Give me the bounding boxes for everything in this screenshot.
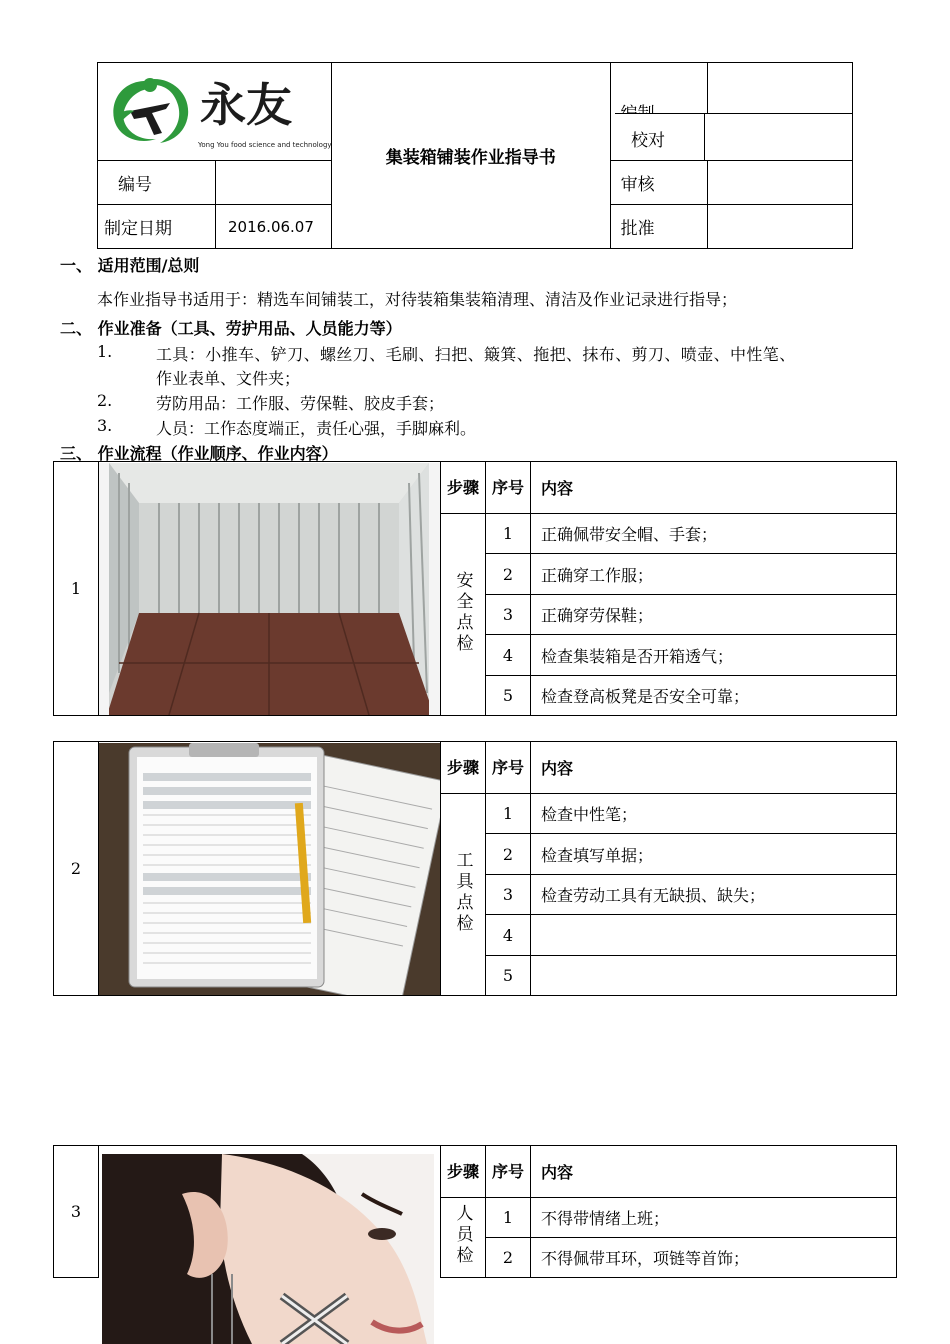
col-content-header: 内容 <box>531 462 897 514</box>
row-content <box>531 956 897 996</box>
row-content: 检查集装箱是否开箱透气； <box>531 635 897 676</box>
row-seq: 1 <box>486 1198 531 1238</box>
logo-text: 永友 <box>200 78 292 132</box>
row-content: 检查填写单据； <box>531 834 897 875</box>
prep-item-text: 劳防用品：工作服、劳保鞋、胶皮手套； <box>156 394 445 413</box>
row-seq: 5 <box>486 676 531 716</box>
section3-heading: 三、 作业流程（作业顺序、作业内容） <box>60 444 338 463</box>
clipboard-forms-image <box>99 743 440 995</box>
row-seq: 4 <box>486 915 531 956</box>
step-category: 工具点检 <box>441 794 486 996</box>
step-number: 1 <box>54 462 99 716</box>
prep-item-num: 1. <box>97 342 113 361</box>
col-content-header: 内容 <box>531 742 897 794</box>
row-seq: 2 <box>486 1238 531 1278</box>
col-step-header: 步骤 <box>441 742 486 794</box>
step-number: 2 <box>54 742 99 996</box>
row-seq: 2 <box>486 554 531 595</box>
row-content: 正确穿工作服； <box>531 554 897 595</box>
step-table-1 <box>53 461 897 716</box>
step-table-2 <box>53 741 897 996</box>
check-row-overlay <box>615 113 852 161</box>
check-label: 校对 <box>631 131 665 151</box>
row-seq: 3 <box>486 595 531 635</box>
col-seq-header: 序号 <box>486 462 531 514</box>
col-step-header: 步骤 <box>441 462 486 514</box>
approve-value <box>708 205 853 249</box>
row-content: 不得带情绪上班； <box>531 1198 897 1238</box>
row-content: 不得佩带耳环，项链等首饰； <box>531 1238 897 1278</box>
review-value <box>708 161 853 205</box>
row-content: 检查登高板凳是否安全可靠； <box>531 676 897 716</box>
container-interior-image <box>99 463 440 715</box>
row-content: 正确佩带安全帽、手套； <box>531 514 897 554</box>
prep-item-text: 人员：工作态度端正，责任心强，手脚麻利。 <box>156 419 477 438</box>
clipboard-photo <box>99 742 441 996</box>
number-value <box>216 161 332 205</box>
date-label: 制定日期 <box>98 205 216 249</box>
prep-item-text-cont: 作业表单、文件夹； <box>156 369 301 388</box>
row-seq: 5 <box>486 956 531 996</box>
col-seq-header: 序号 <box>486 742 531 794</box>
col-step-header: 步骤 <box>441 1146 486 1198</box>
prep-item-num: 3. <box>97 416 113 435</box>
prep-item-text: 工具：小推车、铲刀、螺丝刀、毛刷、扫把、簸箕、拖把、抹布、剪刀、喷壶、中性笔、 <box>156 345 796 364</box>
col-content-header: 内容 <box>531 1146 897 1198</box>
step-category: 人员检 <box>441 1198 486 1278</box>
number-label: 编号 <box>98 161 216 205</box>
review-label: 审核 <box>610 161 708 205</box>
row-seq: 1 <box>486 514 531 554</box>
row-seq: 2 <box>486 834 531 875</box>
earring-woman-image <box>102 1154 434 1344</box>
row-seq: 3 <box>486 875 531 915</box>
company-logo-icon <box>104 71 196 151</box>
section1-text: 本作业指导书适用于：精选车间铺装工，对待装箱集装箱清理、清洁及作业记录进行指导； <box>97 290 738 309</box>
section2-heading: 二、 作业准备（工具、劳护用品、人员能力等） <box>60 319 402 338</box>
col-seq-header: 序号 <box>486 1146 531 1198</box>
document-title: 集装箱铺装作业指导书 <box>332 63 611 249</box>
row-content: 正确穿劳保鞋； <box>531 595 897 635</box>
row-content: 检查劳动工具有无缺损、缺失； <box>531 875 897 915</box>
row-content: 检查中性笔； <box>531 794 897 834</box>
container-photo <box>99 462 441 716</box>
step-category: 安全点检 <box>441 514 486 716</box>
step-number: 3 <box>54 1146 99 1278</box>
row-seq: 1 <box>486 794 531 834</box>
prep-item-num: 2. <box>97 391 113 410</box>
row-content <box>531 915 897 956</box>
logo-subtitle: Yong You food science and technology <box>198 141 332 149</box>
date-value: 2016.06.07 <box>216 205 332 249</box>
section1-heading: 一、 适用范围/总则 <box>60 256 200 275</box>
row-seq: 4 <box>486 635 531 676</box>
logo-cell <box>98 63 332 161</box>
approve-label: 批准 <box>610 205 708 249</box>
